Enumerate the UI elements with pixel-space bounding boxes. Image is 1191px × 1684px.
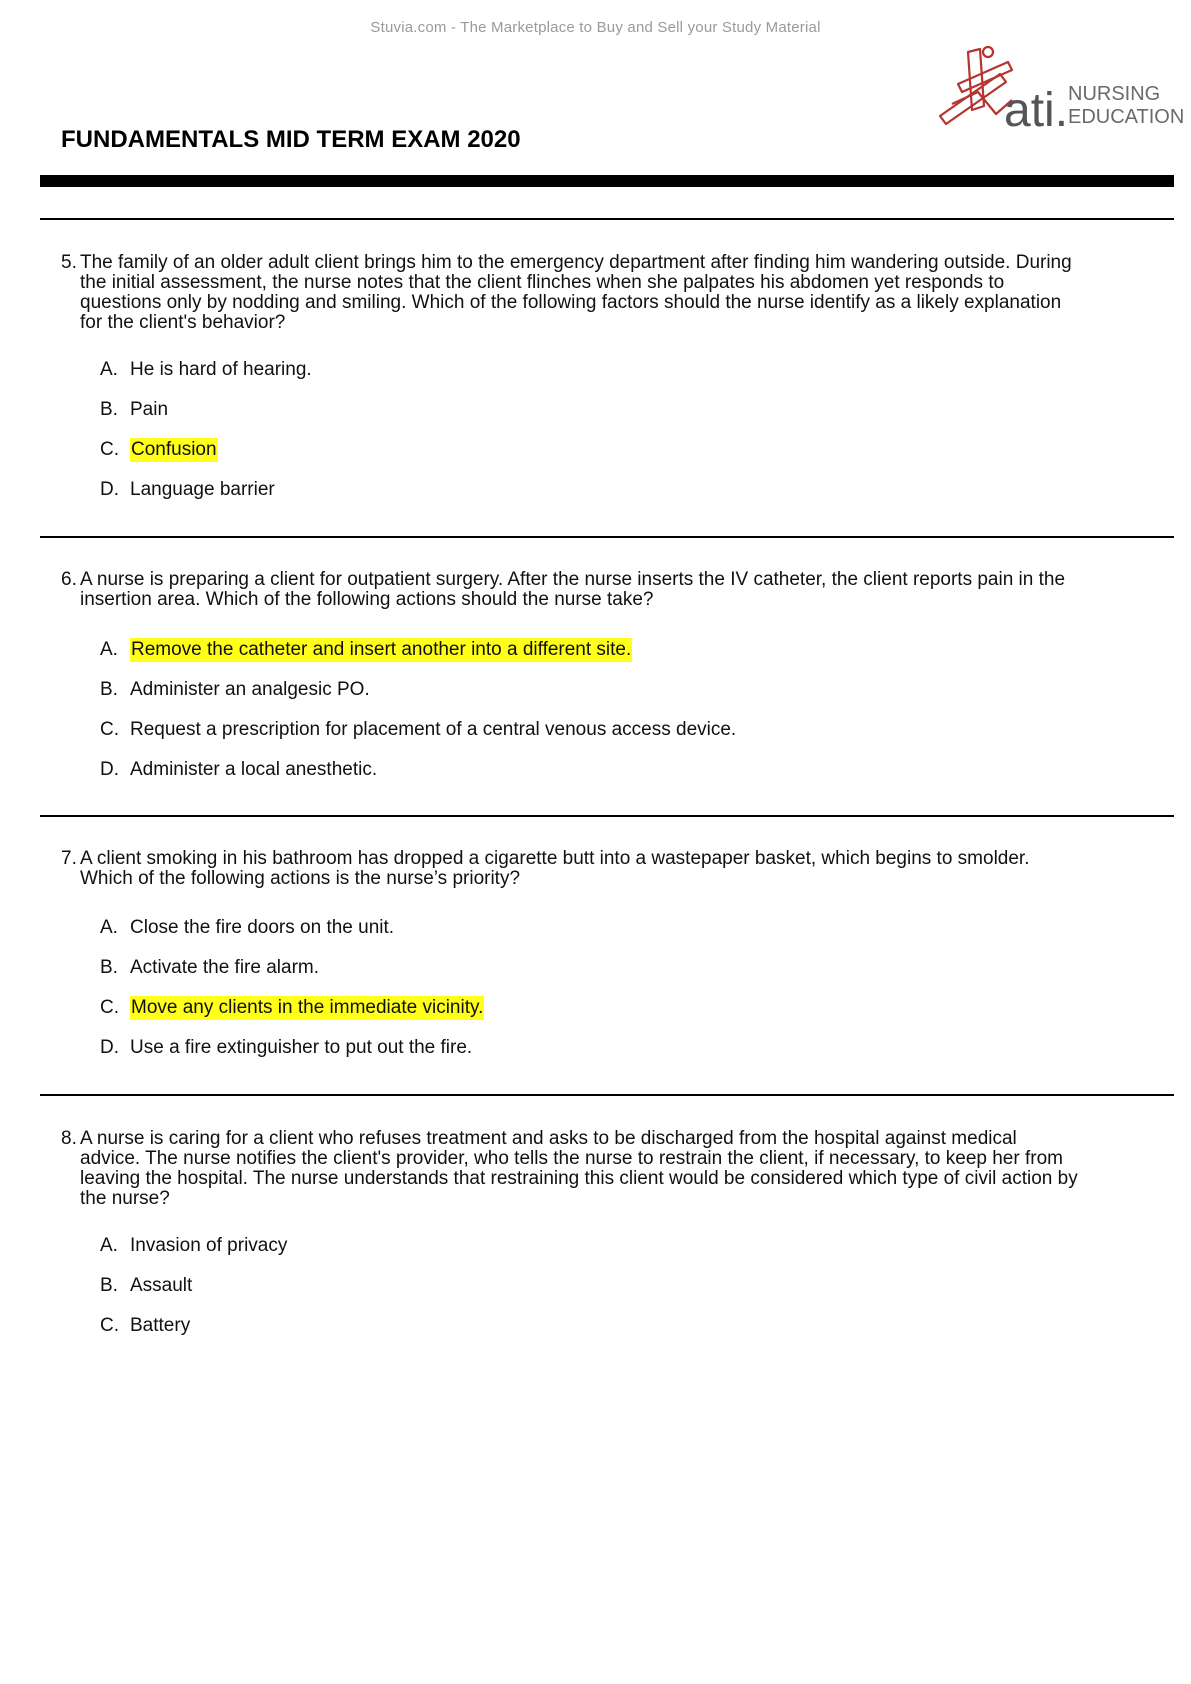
option-text: He is hard of hearing.	[130, 359, 312, 380]
answer-option[interactable]	[100, 1028, 1081, 1068]
answer-options	[61, 1226, 1081, 1346]
question-6	[61, 570, 1081, 790]
option-text: Request a prescription for placement of a central venous access device.	[130, 719, 737, 740]
ati-logo	[938, 44, 1185, 144]
question-text: A client smoking in his bathroom has dropped a cigarette butt into a wastepaper basket, which begins to smolder. Which of the following actions is the nurse’s priority?	[80, 848, 1030, 889]
option-text: Pain	[130, 399, 169, 420]
answer-option[interactable]	[100, 1226, 1081, 1266]
logo-line2-text: EDUCATION	[1068, 106, 1185, 128]
option-letter: D.	[100, 1037, 119, 1058]
answer-option[interactable]	[100, 1306, 1081, 1346]
logo-line1-text: NURSING	[1068, 83, 1161, 105]
option-text: Assault	[130, 1275, 193, 1296]
question-stem	[61, 253, 1081, 333]
question-stem	[61, 570, 1081, 610]
question-text: A nurse is caring for a client who refuses treatment and asks to be discharged from the hospital against medical advice. The nurse notifies the client's provider, who tells the nurse to restrain the client, if necessary, to keep her from leaving the hospital. The nurse understands that restraining this client would be considered which type of civil action by the nurse?	[80, 1128, 1078, 1209]
answer-options	[61, 908, 1081, 1068]
option-text: Language barrier	[130, 479, 275, 500]
option-text-highlighted: Remove the catheter and insert another into a different site.	[131, 639, 632, 660]
question-stem	[61, 1129, 1081, 1209]
option-letter: A.	[100, 917, 118, 938]
answer-option-highlighted[interactable]	[100, 988, 1081, 1028]
answer-option[interactable]	[100, 1266, 1081, 1306]
answer-option[interactable]	[100, 470, 1081, 510]
question-number: 7.	[61, 848, 77, 869]
answer-option[interactable]	[100, 948, 1081, 988]
option-letter: B.	[100, 399, 118, 420]
answer-option[interactable]	[100, 350, 1081, 390]
option-text: Use a fire extinguisher to put out the fire.	[130, 1037, 473, 1058]
question-number: 8.	[61, 1128, 77, 1149]
ati-logo-mark-icon	[938, 44, 1185, 144]
option-letter: A.	[100, 1235, 118, 1256]
option-text: Invasion of privacy	[130, 1235, 288, 1256]
watermark-text: Stuvia.com - The Marketplace to Buy and Sell your Study Material	[370, 19, 821, 36]
option-letter: B.	[100, 957, 118, 978]
answer-option-highlighted[interactable]	[100, 430, 1081, 470]
question-7	[61, 849, 1081, 1068]
option-text: Battery	[130, 1315, 191, 1336]
question-stem	[61, 849, 1081, 889]
option-text: Activate the fire alarm.	[130, 957, 320, 978]
question-divider	[40, 1094, 1174, 1096]
option-text: Administer a local anesthetic.	[130, 759, 378, 780]
option-letter: A.	[100, 359, 118, 380]
answer-options	[61, 630, 1081, 790]
header-divider	[40, 175, 1174, 187]
question-text: The family of an older adult client brings him to the emergency department after finding him wandering outside. During the initial assessment, the nurse notes that the client flinches when she palpates his abdomen yet responds to questions only by nodding and smiling. Which of the following factors should the nurse identify as a likely explanation for the client's behavior?	[80, 252, 1072, 333]
option-text: Administer an analgesic PO.	[130, 679, 370, 700]
option-text-highlighted: Confusion	[131, 439, 217, 460]
logo-brand-text: ati.	[1004, 84, 1069, 137]
question-8	[61, 1129, 1081, 1346]
question-text: A nurse is preparing a client for outpatient surgery. After the nurse inserts the IV catheter, the client reports pain in the insertion area. Which of the following actions should the nurse take?	[80, 569, 1066, 610]
option-letter: D.	[100, 759, 119, 780]
answer-option[interactable]	[100, 390, 1081, 430]
question-number: 5.	[61, 252, 77, 273]
question-divider	[40, 536, 1174, 538]
answer-option[interactable]	[100, 710, 1081, 750]
question-divider	[40, 815, 1174, 817]
answer-option[interactable]	[100, 908, 1081, 948]
option-letter: C.	[100, 997, 119, 1018]
option-text-highlighted: Move any clients in the immediate vicinity.	[131, 997, 484, 1018]
answer-option-highlighted[interactable]	[100, 630, 1081, 670]
option-letter: B.	[100, 679, 118, 700]
question-number: 6.	[61, 569, 77, 590]
option-letter: C.	[100, 719, 119, 740]
answer-option[interactable]	[100, 670, 1081, 710]
answer-option[interactable]	[100, 750, 1081, 790]
page-title: FUNDAMENTALS MID TERM EXAM 2020	[61, 126, 521, 153]
option-letter: B.	[100, 1275, 118, 1296]
option-text: Close the fire doors on the unit.	[130, 917, 395, 938]
option-letter: D.	[100, 479, 119, 500]
question-divider	[40, 218, 1174, 220]
answer-options	[61, 350, 1081, 510]
option-letter: C.	[100, 439, 119, 460]
option-letter: A.	[100, 639, 118, 660]
option-letter: C.	[100, 1315, 119, 1336]
question-5	[61, 253, 1081, 510]
